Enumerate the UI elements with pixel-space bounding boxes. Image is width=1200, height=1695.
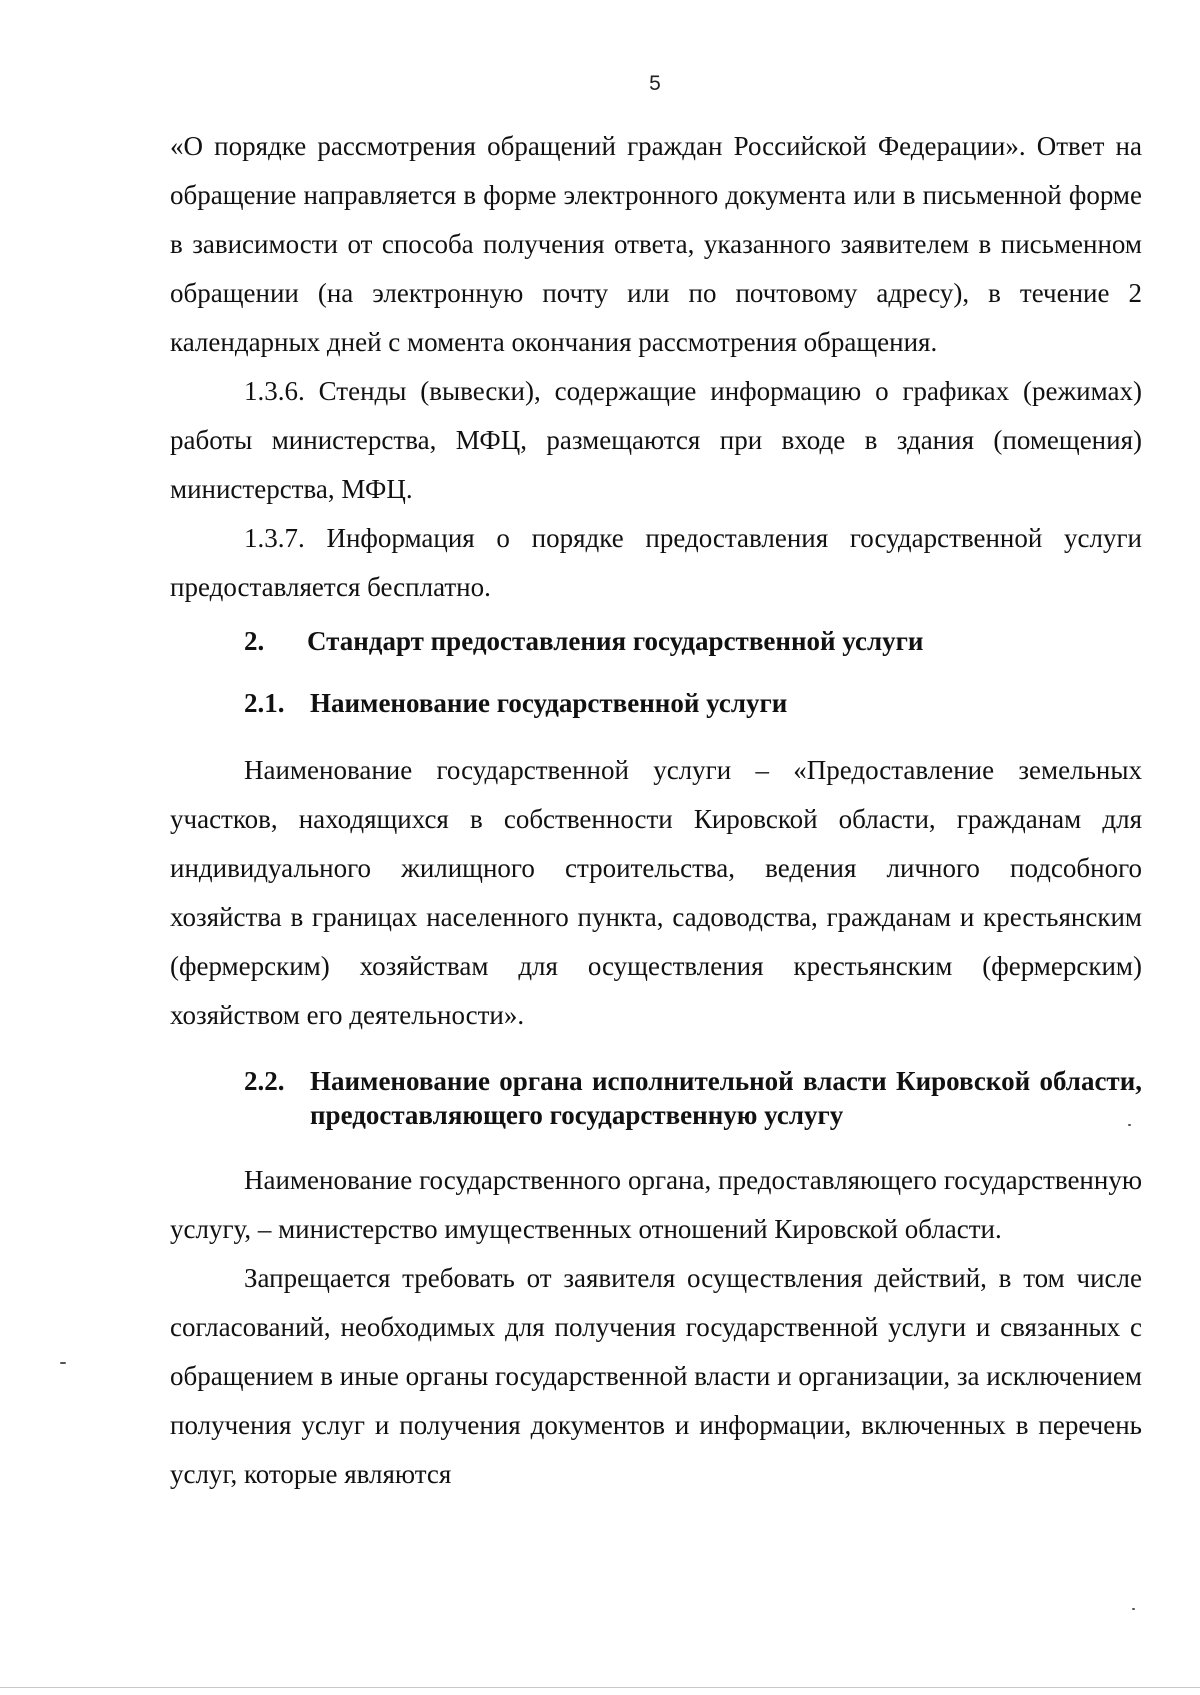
- section-heading-2: [170, 624, 1142, 658]
- section-number: 2.1.: [244, 688, 285, 718]
- section-title: Наименование государственной услуги: [310, 688, 788, 718]
- paragraph-authority-name: Наименование государственного органа, предоставляющего государственную услугу, – министерство имущественных отношений Кировской области.: [170, 1165, 1142, 1244]
- section-heading-2-1: [170, 686, 1142, 720]
- paragraph-response-procedure: «О порядке рассмотрения обращений граждан Российской Федерации». Ответ на обращение направляется в форме электронного документа или в письменной форме в зависимости от способа получения ответа, указанного заявителем в письменном обращении (на электронную почту или по почтовому адресу), в течение 2 календарных дней с момента окончания рассмотрения обращения.: [170, 131, 1142, 357]
- document-body: [170, 122, 1142, 1499]
- scan-speck: [60, 1362, 66, 1364]
- section-heading-2-2: [170, 1064, 1142, 1132]
- paragraph-1-3-7-free-information: 1.3.7. Информация о порядке предоставления государственной услуги предоставляется бесплатно.: [170, 523, 1142, 602]
- section-number: 2.2.: [244, 1066, 285, 1096]
- paragraph-1-3-6-stands: 1.3.6. Стенды (вывески), содержащие информацию о графиках (режимах) работы министерства, МФЦ, размещаются при входе в здания (помещения) министерства, МФЦ.: [170, 376, 1142, 504]
- section-number: 2.: [244, 626, 265, 656]
- section-title: Наименование органа исполнительной власти Кировской области, предоставляющего государственную услугу: [310, 1066, 1142, 1130]
- paragraph-prohibition: Запрещается требовать от заявителя осуществления действий, в том числе согласований, необходимых для получения государственной услуги и связанных с обращением в иные органы государственной власти и организации, за исключением получения услуг и получения документов и информации, включенных в перечень услуг, которые являются: [170, 1263, 1142, 1489]
- scan-speck: [1128, 1124, 1131, 1126]
- paragraph-service-name: Наименование государственной услуги – «Предоставление земельных участков, находящихся в собственности Кировской области, гражданам для индивидуального жилищного строительства, ведения личного подсобного хозяйства в границах населенного пункта, садоводства, гражданам и крестьянским (фермерским) хозяйствам для осуществления крестьянским (фермерским) хозяйством его деятельности».: [170, 755, 1142, 1030]
- page-number: 5: [649, 72, 661, 95]
- section-title: Стандарт предоставления государственной услуги: [307, 626, 924, 656]
- scan-edge-line: [0, 1687, 1200, 1688]
- scan-speck: [1132, 1608, 1135, 1610]
